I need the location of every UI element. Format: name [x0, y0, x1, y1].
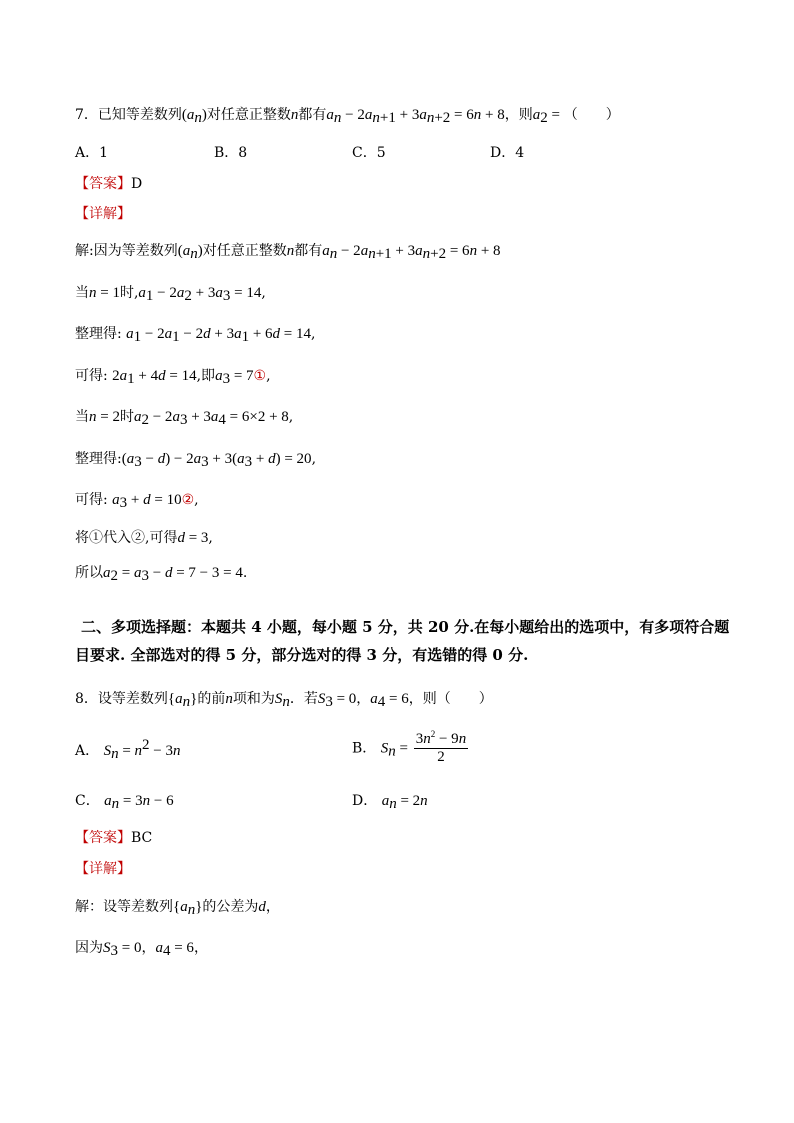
answer-value: D [131, 176, 143, 192]
q8-option-d: D． $a_n = 2n$ [352, 793, 428, 812]
q8-detail-tag: 【详解】 [75, 861, 131, 877]
sol7-line-6: 整理得$:(a_3 - d) - 2a_3 + 3(a_3 + d) = 20$, [75, 451, 317, 470]
sol7-line-3: 整理得: $a_1 - 2a_1 - 2d + 3a_1 + 6d = 14$, [75, 326, 316, 345]
sol7-line-8: 将①代入②,可得d = 3, [75, 530, 213, 546]
q7-stem: 7．已知等差数列$(a_n)$对任意正整数n都有$a_n - 2a_{n+1} + 3a_{n+2} = 6n + 8$，则$a_2$ = （ ） [75, 107, 620, 126]
sol7-line-9: 所以$a_2 = a_3 - d = 7 - 3 = 4$. [75, 565, 248, 584]
q7-option-c: C．5 [352, 145, 386, 161]
q8-option-b: B． $S_n$ = $\frac{3n^2 - 9n}{2}$ [352, 729, 467, 765]
section-2-heading: 二、多项选择题：本题共 4 小题，每小题 5 分，共 20 分.在每小题给出的选项中，有多项符合题目要求. 全部选对的得 5 分，部分选对的得 3 分，有选错的得 0 分. [75, 618, 730, 664]
answer-tag: 【答案】 [75, 830, 131, 846]
q7-option-a: A．1 [75, 145, 109, 161]
answer-tag: 【答案】 [75, 176, 131, 192]
sol7-line-4: 可得: $2a_1 + 4d = 14$,即$a_3$ = 7①, [75, 368, 271, 387]
q7-option-d: D．4 [490, 145, 525, 161]
sol7-line-7: 可得: $a_3 + d$ = 10②, [75, 492, 199, 511]
q8-option-a: A． $S_n = n^2 - 3n$ [75, 737, 181, 762]
sol8-line-2: 因为$S_3 = 0$，$a_4 = 6$， [75, 940, 208, 959]
q7-answer [75, 174, 142, 194]
q8-stem: 8．设等差数列$\{a_n\}$的前n项和为$S_n$．若$S_3 = 0$，$a_4 = 6$，则（ ） [75, 691, 493, 710]
circled-one-icon: ① [253, 368, 267, 384]
q7-detail-tag: 【详解】 [75, 206, 131, 222]
sol8-line-1: 解：设等差数列$\{a_n\}$的公差为d， [75, 899, 280, 918]
q7-option-b: B．8 [214, 145, 248, 161]
sol7-line-1: 解:因为等差数列$(a_n)$对任意正整数n都有$a_n - 2a_{n+1} + 3a_{n+2} = 6n + 8$ [75, 243, 501, 262]
sol7-line-2: 当n = 1时$,a_1 - 2a_2 + 3a_3 = 14$, [75, 285, 266, 304]
circled-two-icon: ② [181, 492, 195, 508]
q8-answer [75, 828, 152, 848]
answer-value: BC [131, 830, 153, 846]
sol7-line-5: 当n = 2时$a_2 - 2a_3 + 3a_4 = 6\times 2 + 8$, [75, 409, 294, 428]
q8-option-c: C． $a_n = 3n - 6$ [75, 793, 174, 812]
